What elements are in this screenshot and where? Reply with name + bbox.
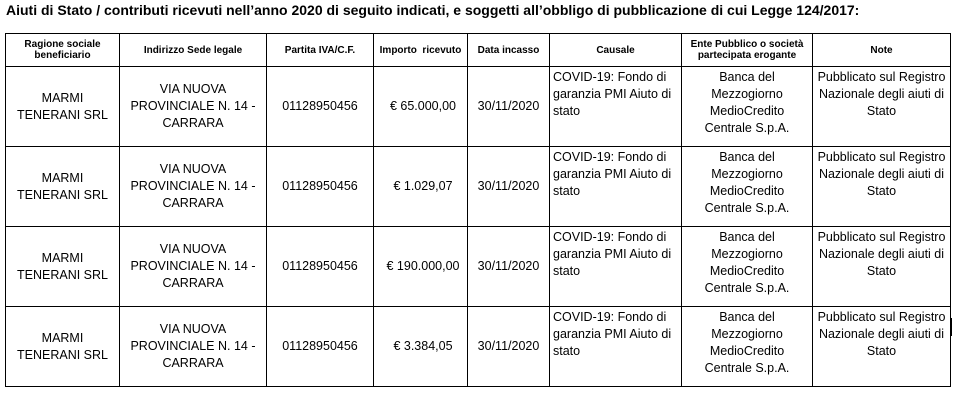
cell-indirizzo: VIA NUOVA PROVINCIALE N. 14 - CARRARA	[120, 307, 267, 387]
cell-ragione: MARMI TENERANI SRL	[6, 307, 120, 387]
cell-ente: Banca del Mezzogiorno MedioCredito Centrale S.p.A.	[682, 307, 813, 387]
header-causale: Causale	[550, 34, 682, 67]
table-row	[6, 147, 951, 227]
cell-piva: 01128950456	[267, 227, 374, 307]
page-title: Aiuti di Stato / contributi ricevuti nell’anno 2020 di seguito indicati, e soggetti all’obbligo di pubblicazione di cui Legge 124/2017:	[6, 2, 860, 18]
cell-ragione: MARMI TENERANI SRL	[6, 67, 120, 147]
cell-ragione: MARMI TENERANI SRL	[6, 227, 120, 307]
header-ragione: Ragione sociale beneficiario	[6, 34, 120, 67]
cell-ente: Banca del Mezzogiorno MedioCredito Centrale S.p.A.	[682, 227, 813, 307]
cell-piva: 01128950456	[267, 307, 374, 387]
cell-causale: COVID-19: Fondo di garanzia PMI Aiuto di stato	[550, 227, 682, 307]
table-row	[6, 307, 951, 387]
cell-importo: € 65.000,00	[374, 67, 468, 147]
header-note: Note	[813, 34, 951, 67]
cell-ragione: MARMI TENERANI SRL	[6, 147, 120, 227]
cell-ente: Banca del Mezzogiorno MedioCredito Centrale S.p.A.	[682, 147, 813, 227]
cell-importo: € 1.029,07	[374, 147, 468, 227]
cell-note: Pubblicato sul Registro Nazionale degli aiuti di Stato	[813, 227, 951, 307]
cell-data: 30/11/2020	[468, 227, 550, 307]
cell-piva: 01128950456	[267, 147, 374, 227]
header-indirizzo: Indirizzo Sede legale	[120, 34, 267, 67]
header-row	[6, 34, 951, 67]
table-row	[6, 67, 951, 147]
cell-data: 30/11/2020	[468, 67, 550, 147]
cell-ente: Banca del Mezzogiorno MedioCredito Centrale S.p.A.	[682, 67, 813, 147]
cell-data: 30/11/2020	[468, 307, 550, 387]
cell-causale: COVID-19: Fondo di garanzia PMI Aiuto di stato	[550, 307, 682, 387]
cell-piva: 01128950456	[267, 67, 374, 147]
header-piva: Partita IVA/C.F.	[267, 34, 374, 67]
text-cursor	[951, 318, 952, 336]
cell-note: Pubblicato sul Registro Nazionale degli aiuti di Stato	[813, 67, 951, 147]
header-ente: Ente Pubblico o società partecipata erogante	[682, 34, 813, 67]
cell-indirizzo: VIA NUOVA PROVINCIALE N. 14 - CARRARA	[120, 147, 267, 227]
cell-note: Pubblicato sul Registro Nazionale degli aiuti di Stato	[813, 307, 951, 387]
cell-note: Pubblicato sul Registro Nazionale degli aiuti di Stato	[813, 147, 951, 227]
cell-indirizzo: VIA NUOVA PROVINCIALE N. 14 - CARRARA	[120, 67, 267, 147]
cell-causale: COVID-19: Fondo di garanzia PMI Aiuto di stato	[550, 147, 682, 227]
aid-table	[5, 33, 951, 387]
cell-importo: € 3.384,05	[374, 307, 468, 387]
cell-importo: € 190.000,00	[374, 227, 468, 307]
cell-causale: COVID-19: Fondo di garanzia PMI Aiuto di stato	[550, 67, 682, 147]
header-importo: Importo ricevuto	[374, 34, 468, 67]
header-data: Data incasso	[468, 34, 550, 67]
cell-indirizzo: VIA NUOVA PROVINCIALE N. 14 - CARRARA	[120, 227, 267, 307]
table-row	[6, 227, 951, 307]
cell-data: 30/11/2020	[468, 147, 550, 227]
